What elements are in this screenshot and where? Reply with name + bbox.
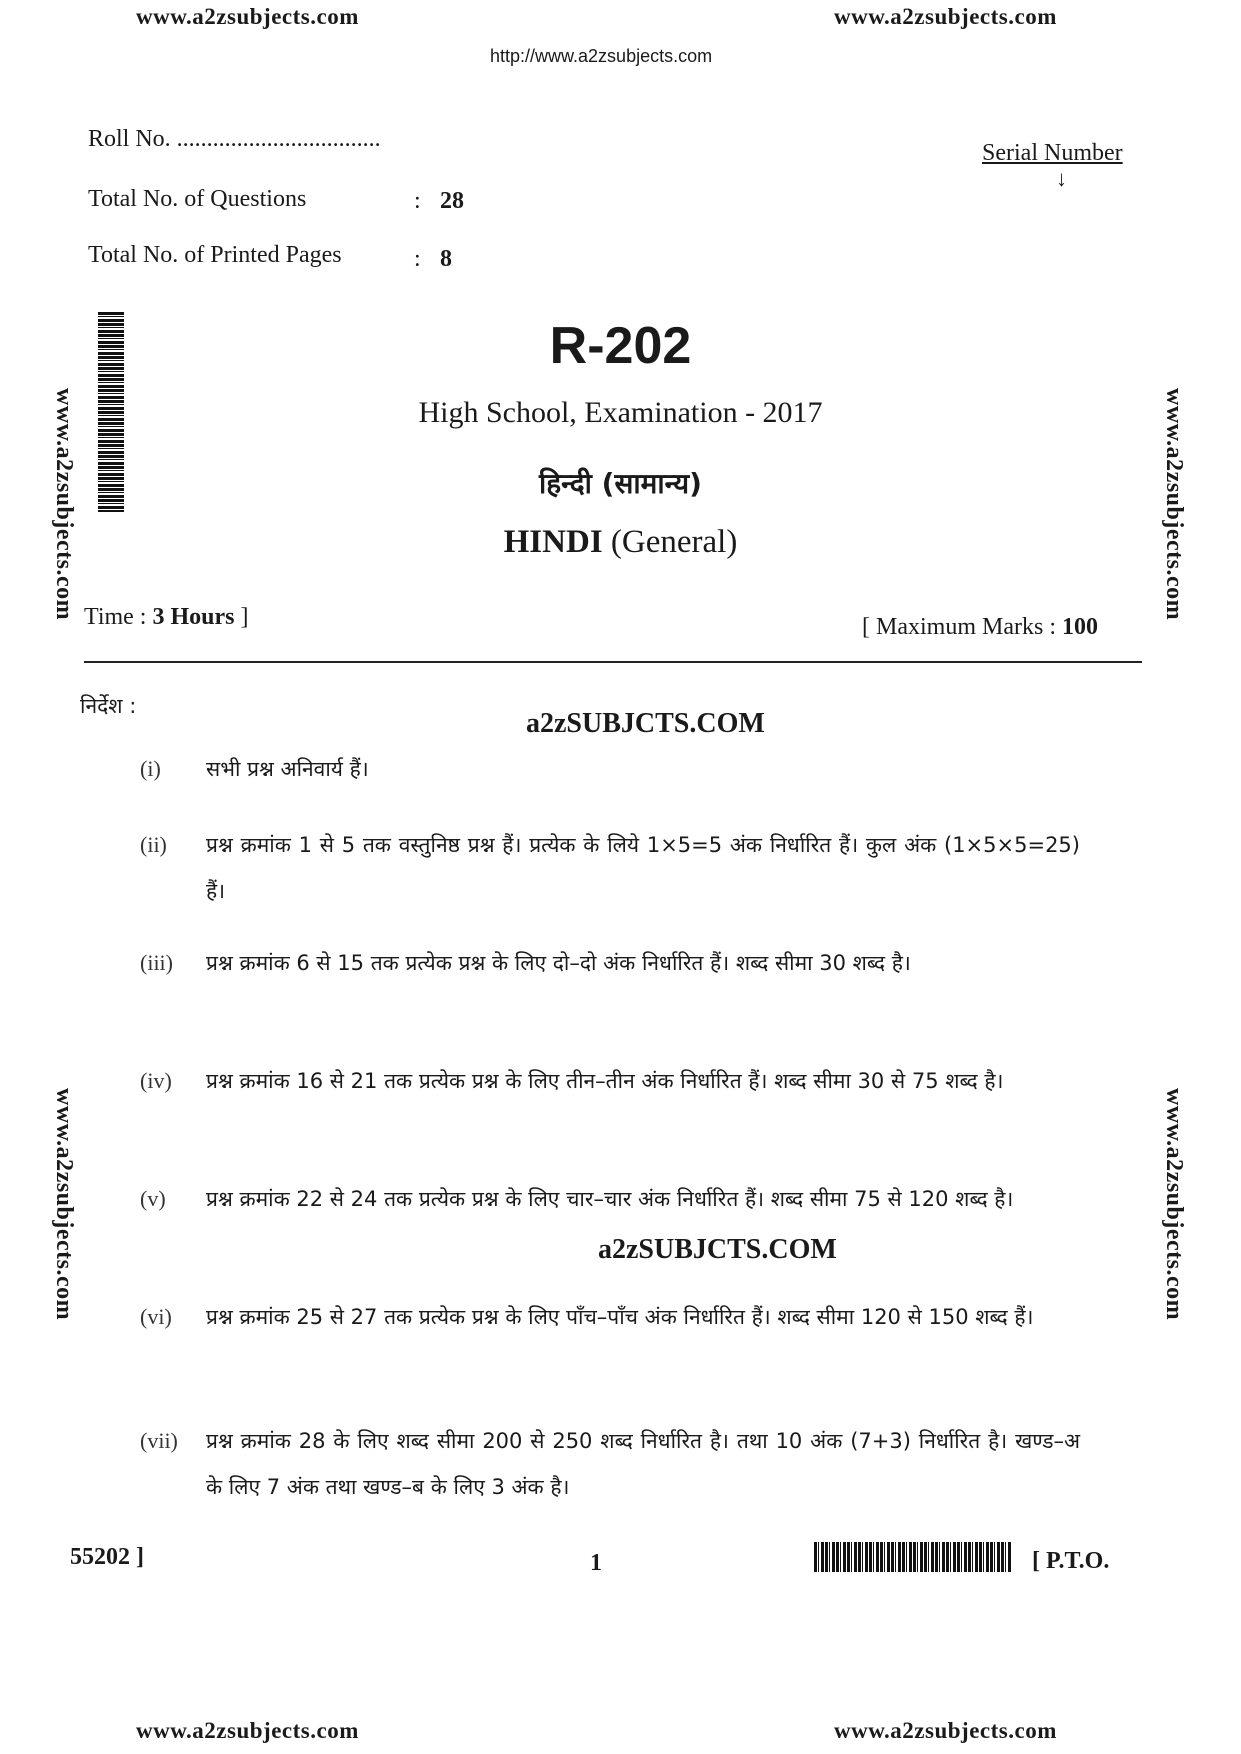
barcode-horizontal: [814, 1542, 1012, 1572]
pages-label: Total No. of Printed Pages: [88, 242, 342, 268]
watermark-bottom-right: www.a2zsubjects.com: [834, 1718, 1057, 1743]
time-value: 3 Hours: [152, 604, 235, 630]
instruction-item: [140, 1058, 1080, 1104]
instruction-text: प्रश्न क्रमांक 22 से 24 तक प्रत्येक प्रश्न के लिए चार–चार अंक निर्धारित हैं। शब्द सीमा 75 से 120 शब्द है।: [206, 1187, 1014, 1211]
exam-title: High School, Examination - 2017: [418, 396, 823, 429]
instruction-text: प्रश्न क्रमांक 1 से 5 तक वस्तुनिष्ठ प्रश्न हैं। प्रत्येक के लिये 1×5=5 अंक निर्धारित हैं। कुल अंक (1×5×5=25) हैं।: [206, 833, 1080, 903]
footer-code: 55202 ]: [70, 1544, 144, 1570]
questions-label: Total No. of Questions: [88, 186, 307, 212]
time-close: ]: [240, 604, 249, 630]
time-label: Time :: [84, 604, 153, 630]
marks-value: 100: [1061, 614, 1098, 640]
instruction-item: [140, 1294, 1080, 1340]
instructions-heading: निर्देश :: [80, 694, 137, 718]
subject-hindi-title: हिन्दी (सामान्य): [539, 467, 702, 500]
watermark-side-left-2: www.a2zsubjects.com: [51, 1088, 77, 1321]
maximum-marks: [862, 614, 1098, 641]
watermark-top-url: http://www.a2zsubjects.com: [490, 46, 713, 66]
watermark-stamp-1: a2zSUBJCTS.COM: [526, 708, 765, 739]
instruction-item: [140, 1176, 1080, 1222]
questions-colon: :: [414, 188, 421, 214]
instruction-item: [140, 1418, 1080, 1510]
watermark-stamp-2: a2zSUBJCTS.COM: [598, 1234, 837, 1265]
pto-label: [ P.T.O.: [1032, 1548, 1110, 1574]
watermark-side-right-1: www.a2zsubjects.com: [1161, 388, 1187, 621]
instruction-number: (iv): [140, 1068, 172, 1093]
instruction-item: [140, 940, 1080, 986]
watermark-bottom-left: www.a2zsubjects.com: [136, 1718, 359, 1743]
watermark-side-left-1: www.a2zsubjects.com: [51, 388, 77, 621]
instruction-text: प्रश्न क्रमांक 28 के लिए शब्द सीमा 200 से 250 शब्द निर्धारित है। तथा 10 अंक (7+3) निर्धारित है। खण्ड–अ के लिए 7 अंक तथा खण्ड–ब के लिए 3 अंक है।: [206, 1429, 1080, 1499]
instruction-text: सभी प्रश्न अनिवार्य हैं।: [206, 757, 369, 781]
pages-colon: :: [414, 246, 421, 272]
instruction-text: प्रश्न क्रमांक 25 से 27 तक प्रत्येक प्रश्न के लिए पाँच–पाँच अंक निर्धारित हैं। शब्द सीमा 120 से 150 शब्द हैं।: [206, 1305, 1034, 1329]
roll-number-field: Roll No. ..................................: [88, 126, 381, 152]
header-divider: [84, 661, 1142, 663]
subject-english-rest: (General): [610, 524, 738, 560]
instruction-number: (v): [140, 1186, 166, 1211]
watermark-top-right: www.a2zsubjects.com: [834, 4, 1057, 29]
questions-value: 28: [440, 188, 464, 214]
subject-english-title: [0, 524, 1241, 561]
serial-arrow-icon: ↓: [1056, 166, 1067, 191]
watermark-side-right-2: www.a2zsubjects.com: [1161, 1088, 1187, 1321]
pages-value: 8: [440, 246, 452, 272]
paper-code: R-202: [549, 317, 692, 375]
marks-label: [ Maximum Marks :: [862, 614, 1062, 640]
watermark-top-left: www.a2zsubjects.com: [136, 4, 359, 29]
page-number: 1: [590, 1550, 602, 1576]
instruction-number: (vi): [140, 1304, 172, 1329]
instruction-number: (iii): [140, 950, 173, 975]
instruction-item: [140, 746, 1080, 792]
time-allowed: [84, 604, 249, 631]
instruction-number: (i): [140, 756, 161, 781]
serial-number-label: Serial Number: [982, 140, 1123, 166]
instruction-number: (ii): [140, 832, 167, 857]
instruction-text: प्रश्न क्रमांक 6 से 15 तक प्रत्येक प्रश्न के लिए दो–दो अंक निर्धारित हैं। शब्द सीमा 30 शब्द है।: [206, 951, 911, 975]
instruction-text: प्रश्न क्रमांक 16 से 21 तक प्रत्येक प्रश्न के लिए तीन–तीन अंक निर्धारित हैं। शब्द सीमा 30 से 75 शब्द है।: [206, 1069, 1004, 1093]
subject-english-bold: HINDI: [503, 524, 603, 560]
instruction-number: (vii): [140, 1428, 178, 1453]
instruction-item: [140, 822, 1080, 914]
